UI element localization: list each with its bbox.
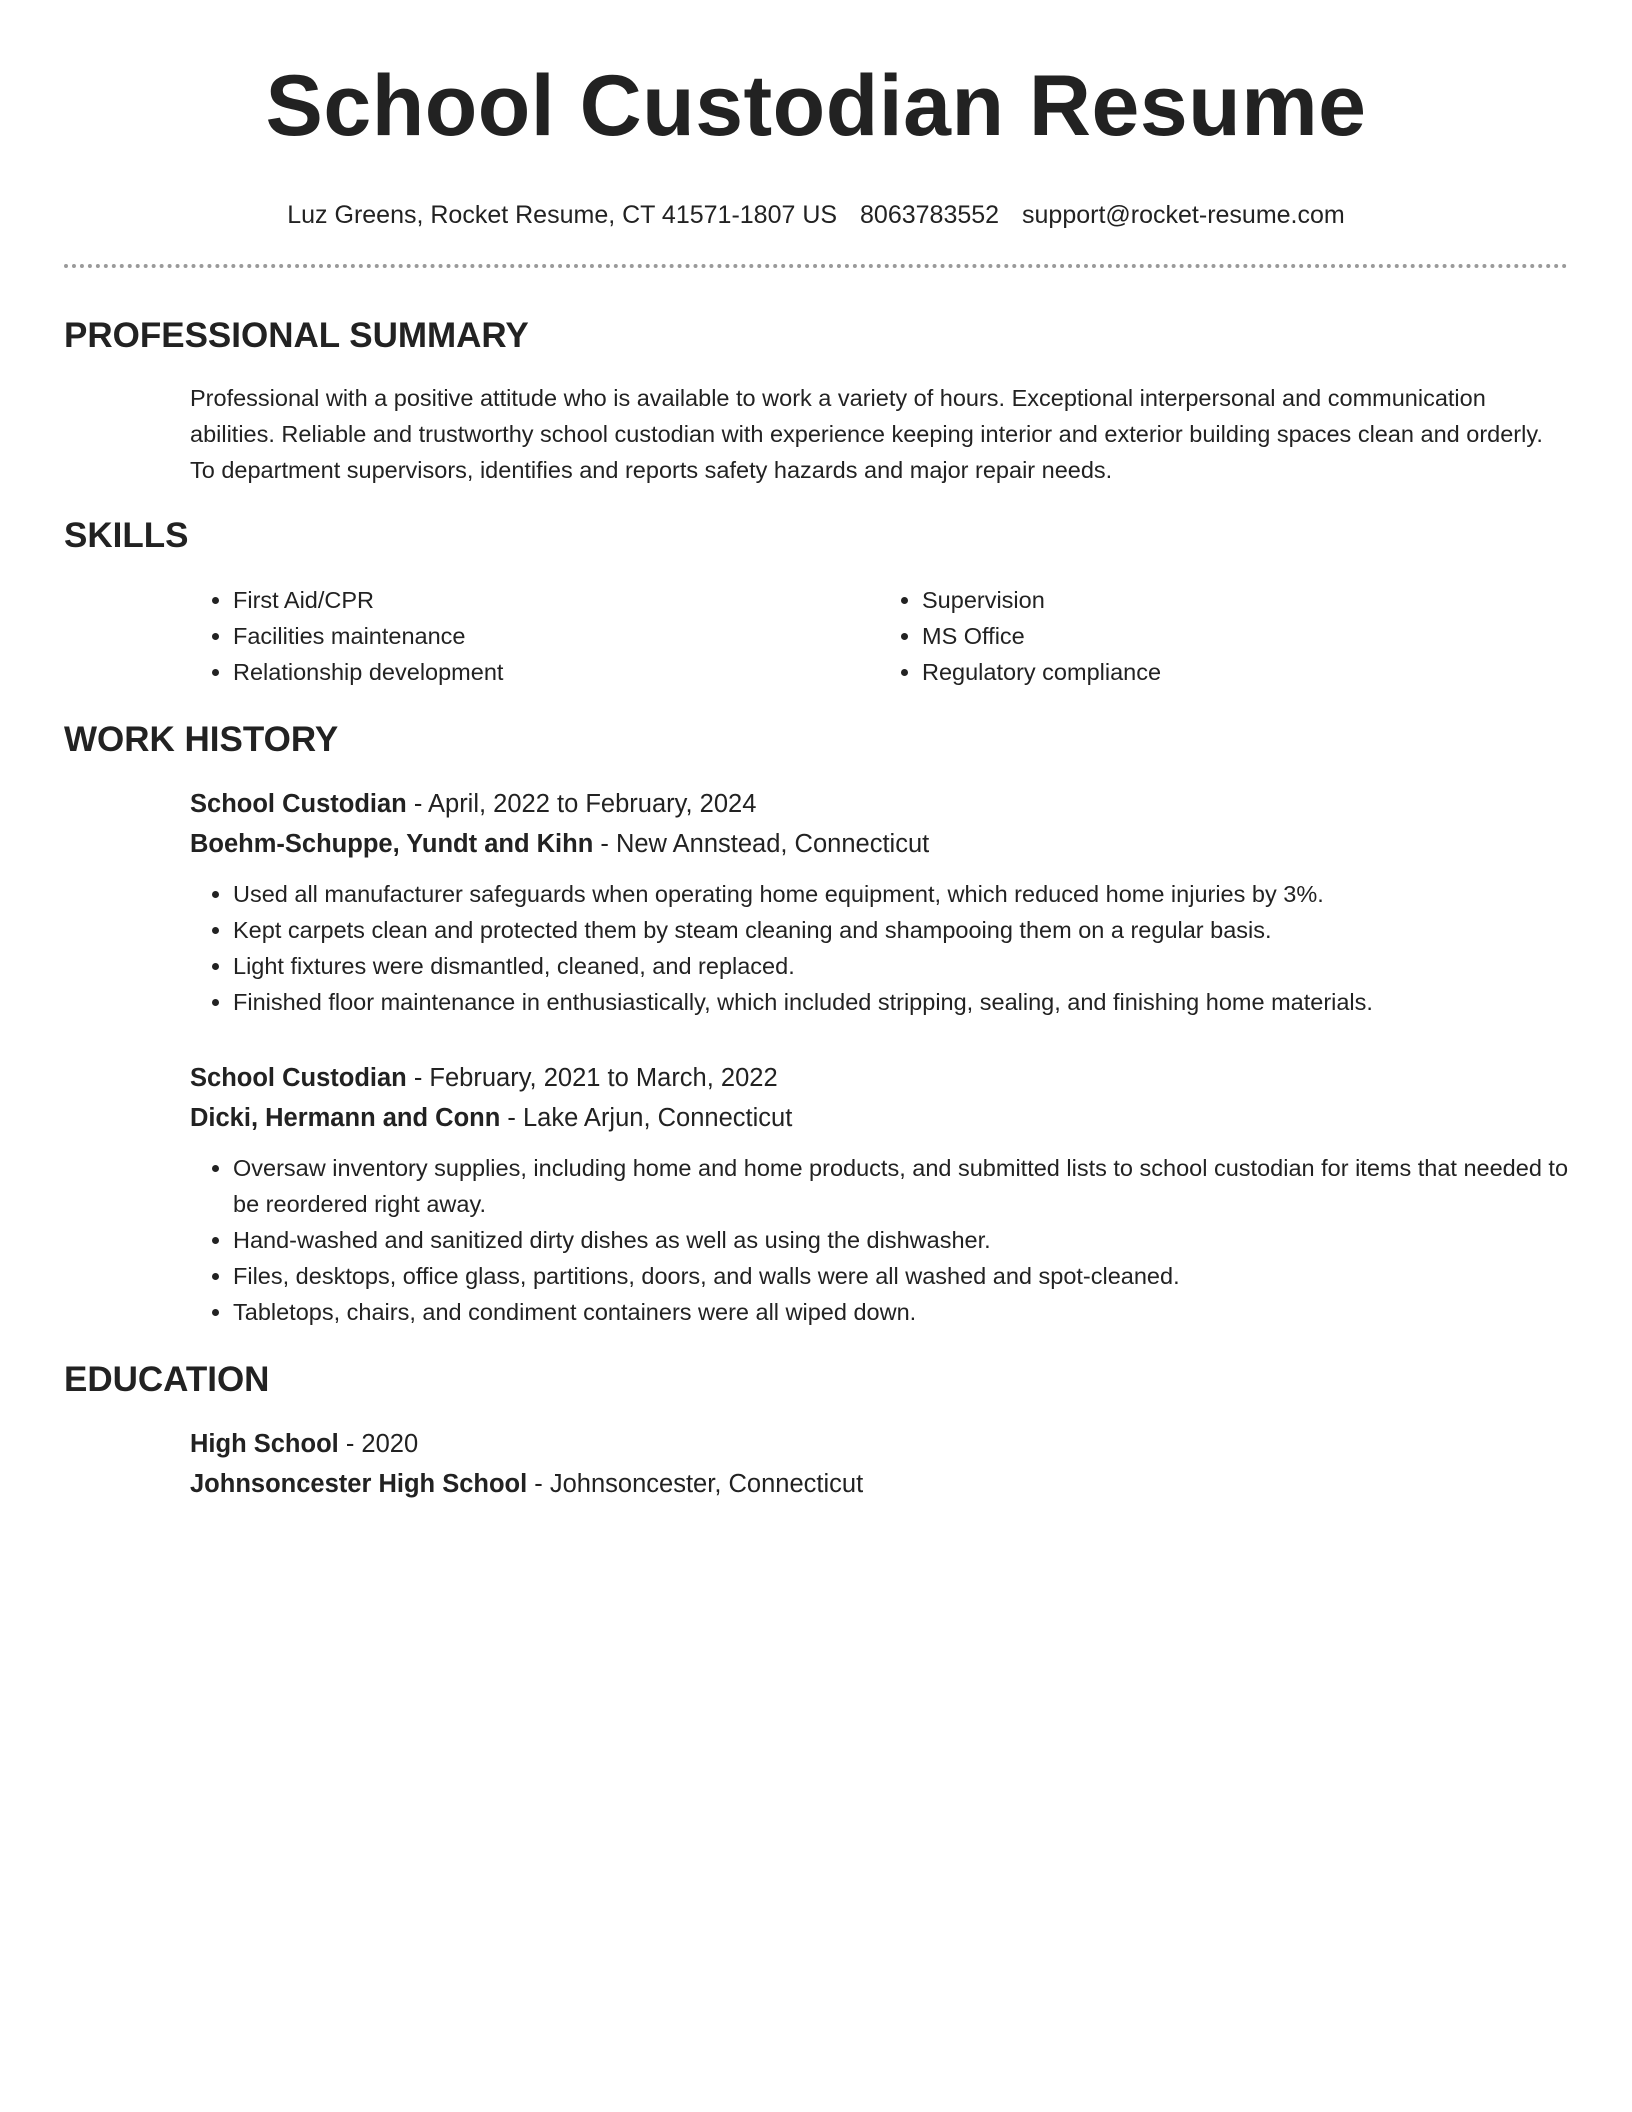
work-history-body — [64, 784, 1568, 1330]
resume-header — [64, 0, 1568, 232]
education-section — [64, 1360, 1568, 1504]
education-heading: EDUCATION — [64, 1360, 270, 1399]
header-divider — [64, 264, 1568, 268]
job-bullet: • Files, desktops, office glass, partitions, doors, and walls were all washed and spot-cleaned. — [233, 1258, 1568, 1294]
summary-body — [64, 380, 1568, 488]
education-degree-line — [190, 1424, 1568, 1464]
contact-phone: 8063783552 — [860, 201, 1000, 229]
job-title: School Custodian — [190, 790, 407, 818]
job-bullet: • Light fixtures were dismantled, cleaned, and replaced. — [233, 948, 1568, 984]
education-location: - Johnsoncester, Connecticut — [527, 1470, 864, 1498]
job-location: - Lake Arjun, Connecticut — [500, 1104, 793, 1132]
skills-list — [64, 582, 1568, 690]
job-dates: - April, 2022 to February, 2024 — [406, 790, 757, 818]
contact-line — [64, 198, 1568, 232]
job-bullet: • Tabletops, chairs, and condiment containers were all wiped down. — [233, 1294, 1568, 1330]
education-school: Johnsoncester High School — [190, 1470, 528, 1498]
education-school-line — [190, 1464, 1568, 1504]
skill-item: • Regulatory compliance — [922, 654, 1568, 690]
job-company: Boehm-Schuppe, Yundt and Kihn — [190, 830, 594, 858]
job-company-line — [190, 824, 1568, 864]
job-bullet: • Used all manufacturer safeguards when operating home equipment, which reduced home injuries by 3%. — [233, 876, 1568, 912]
work-history-section — [64, 720, 1568, 1330]
contact-address: Luz Greens, Rocket Resume, CT 41571-1807 US — [287, 201, 838, 229]
job-bullet: • Kept carpets clean and protected them by steam cleaning and shampooing them on a regular basis. — [233, 912, 1568, 948]
job-entry — [190, 784, 1568, 1020]
skill-item: • First Aid/CPR — [233, 582, 879, 618]
skills-right-column — [879, 582, 1568, 690]
job-bullet: • Hand-washed and sanitized dirty dishes as well as using the dishwasher. — [233, 1222, 1568, 1258]
summary-text: Professional with a positive attitude who is available to work a variety of hours. Exceptional interpersonal and communication abilities. Reliable and trustworthy school custodian with experience keeping interior and exterior building spaces clean and orderly. To department supervisors, identifies and reports safety hazards and major repair needs. — [190, 385, 1543, 483]
summary-section — [64, 316, 1568, 488]
job-bullets — [190, 1150, 1568, 1330]
job-location: - New Annstead, Connecticut — [593, 830, 930, 858]
work-history-heading: WORK HISTORY — [64, 720, 339, 759]
job-dates: - February, 2021 to March, 2022 — [406, 1064, 778, 1092]
summary-heading: PROFESSIONAL SUMMARY — [64, 316, 529, 355]
job-title-line — [190, 1058, 1568, 1098]
education-body — [64, 1424, 1568, 1504]
skill-item: • MS Office — [922, 618, 1568, 654]
job-bullet: • Oversaw inventory supplies, including home and home products, and submitted lists to school custodian for items that needed to be reordered right away. — [233, 1150, 1568, 1222]
job-company: Dicki, Hermann and Conn — [190, 1104, 501, 1132]
job-entry — [190, 1058, 1568, 1330]
job-bullet: • Finished floor maintenance in enthusiastically, which included stripping, sealing, and finishing home materials. — [233, 984, 1568, 1020]
skill-item: • Relationship development — [233, 654, 879, 690]
skill-item: • Facilities maintenance — [233, 618, 879, 654]
resume-title: School Custodian Resume — [265, 58, 1367, 154]
job-title: School Custodian — [190, 1064, 407, 1092]
skills-left-column — [190, 582, 879, 690]
contact-email[interactable]: support@rocket-resume.com — [1022, 201, 1345, 229]
skill-item: • Supervision — [922, 582, 1568, 618]
skills-heading: SKILLS — [64, 516, 189, 555]
education-degree: High School — [190, 1430, 339, 1458]
job-title-line — [190, 784, 1568, 824]
job-company-line — [190, 1098, 1568, 1138]
education-year: - 2020 — [338, 1430, 419, 1458]
job-bullets — [190, 876, 1568, 1020]
skills-section — [64, 516, 1568, 690]
